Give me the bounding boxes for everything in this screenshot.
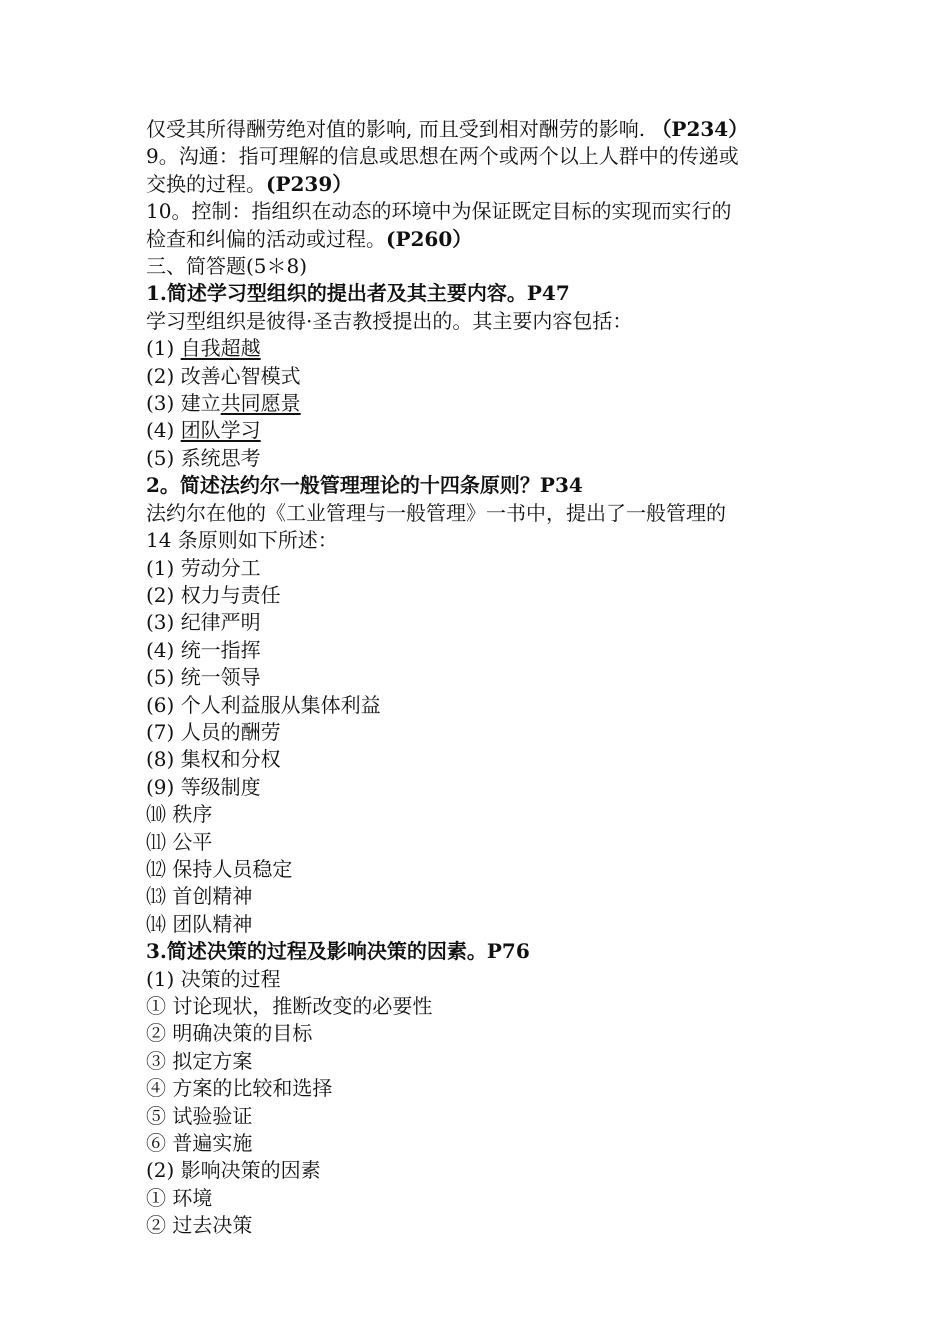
subsection-title: (2) 影响决策的因素 <box>146 1158 321 1183</box>
list-item: ⑤ 试验验证 <box>146 1103 253 1128</box>
line-text: 仅受其所得酬劳绝对值的影响, 而且受到相对酬劳的影响. <box>146 117 652 141</box>
list-item: (3) 建立共同愿景 <box>146 391 301 416</box>
list-item: (7) 人员的酬劳 <box>146 719 281 744</box>
underlined-term: 自我超越 <box>180 336 261 361</box>
list-item: (1) 劳动分工 <box>146 555 261 580</box>
list-item: ⑥ 普遍实施 <box>146 1131 253 1156</box>
list-item: ⑽ 秩序 <box>146 802 213 827</box>
question-heading: 1.简述学习型组织的提出者及其主要内容。P47 <box>146 281 570 306</box>
underlined-term: 共同愿景 <box>220 391 301 416</box>
underlined-term: 团队学习 <box>180 418 261 443</box>
paragraph-line <box>146 116 826 143</box>
list-item: ⑾ 公平 <box>146 829 213 854</box>
question-heading: 2。简述法约尔一般管理理论的十四条原则？P34 <box>146 473 583 498</box>
list-item: ③ 拟定方案 <box>146 1048 253 1073</box>
list-item: (2) 权力与责任 <box>146 582 281 607</box>
list-item: (1) 自我超越 <box>146 336 261 361</box>
definition-control-line <box>146 226 826 253</box>
list-item: ④ 方案的比较和选择 <box>146 1076 333 1101</box>
list-item: (8) 集权和分权 <box>146 747 281 772</box>
list-item: (5) 系统思考 <box>146 445 261 470</box>
definition-communication-line: 9。沟通：指可理解的信息或思想在两个或两个以上人群中的传递或 <box>146 144 739 169</box>
line-text: 检查和纠偏的活动或过程。 <box>146 226 386 251</box>
subsection-title: (1) 决策的过程 <box>146 966 281 991</box>
list-item: (5) 统一领导 <box>146 665 261 690</box>
list-item: (9) 等级制度 <box>146 774 261 799</box>
list-item: (6) 个人利益服从集体利益 <box>146 692 381 717</box>
list-item: ⒁ 团队精神 <box>146 911 253 936</box>
list-item: ② 明确决策的目标 <box>146 1021 313 1046</box>
list-item: (3) 纪律严明 <box>146 610 261 635</box>
page-reference: （P234） <box>651 117 749 141</box>
page-reference: (P260） <box>386 226 473 251</box>
list-item: (2) 改善心智模式 <box>146 363 301 388</box>
definition-communication-line <box>146 171 826 198</box>
question-heading: 3.简述决策的过程及影响决策的因素。P76 <box>146 939 530 964</box>
page-reference: (P239） <box>266 171 353 196</box>
definition-control-line: 10。控制：指组织在动态的环境中为保证既定目标的实现而实行的 <box>146 199 732 224</box>
list-item: ⑿ 保持人员稳定 <box>146 856 293 881</box>
list-item: ② 过去决策 <box>146 1213 253 1238</box>
list-item: ⒀ 首创精神 <box>146 884 253 909</box>
section-title: 三、简答题(5＊8) <box>146 254 308 279</box>
list-item: ① 环境 <box>146 1185 213 1210</box>
document-page <box>146 116 826 1240</box>
answer-intro: 学习型组织是彼得·圣吉教授提出的。其主要内容包括： <box>146 308 633 333</box>
list-item: ① 讨论现状，推断改变的必要性 <box>146 994 433 1018</box>
list-item: (4) 统一指挥 <box>146 637 261 662</box>
answer-intro: 法约尔在他的《工业管理与一般管理》一书中，提出了一般管理的 <box>146 500 726 525</box>
line-text: 交换的过程。 <box>146 171 266 196</box>
list-item: (4) 团队学习 <box>146 418 261 443</box>
answer-intro: 14 条原则如下所述： <box>146 528 338 553</box>
